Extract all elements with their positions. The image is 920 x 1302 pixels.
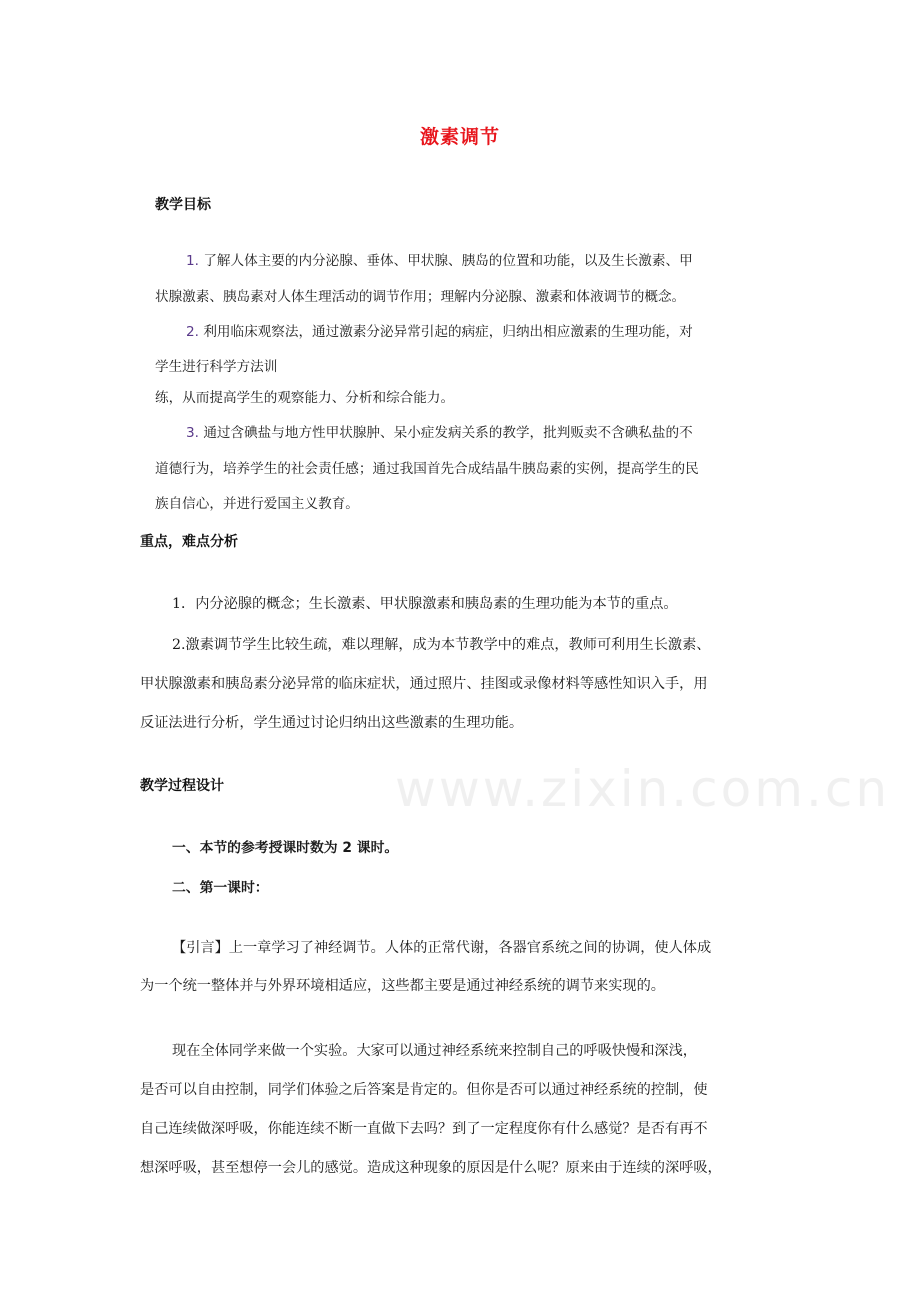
- objective-3-line-3: 族自信心，并进行爱国主义教育。: [155, 496, 359, 512]
- objective-2-line-3: 练，从而提高学生的观察能力、分析和综合能力。: [155, 390, 455, 406]
- experiment-line-2: 是否可以自由控制，同学们体验之后答案是肯定的。但你是否可以通过神经系统的控制，使: [140, 1082, 708, 1098]
- intro-line-1: 【引言】上一章学习了神经调节。人体的正常代谢，各器官系统之间的协调，使人体成: [172, 940, 712, 956]
- process-item-2: 二、第一课时：: [172, 880, 269, 896]
- objective-3-line-1: 3. 通过含碘盐与地方性甲状腺肿、呆小症发病关系的教学，批判贩卖不含碘私盐的不: [186, 425, 693, 441]
- objective-2-number: 2.: [186, 324, 199, 340]
- key-point-2-line-2: 甲状腺激素和胰岛素分泌异常的临床症状，通过照片、挂图或录像材料等感性知识入手，用: [140, 676, 708, 692]
- experiment-line-1: 现在全体同学来做一个实验。大家可以通过神经系统来控制自己的呼吸快慢和深浅，: [172, 1043, 697, 1059]
- experiment-line-4: 想深呼吸，甚至想停一会儿的感觉。造成这种现象的原因是什么呢？原来由于连续的深呼吸，: [140, 1160, 722, 1176]
- intro-line-2: 为一个统一整体并与外界环境相适应，这些都主要是通过神经系统的调节来实现的。: [140, 978, 665, 994]
- experiment-line-3: 自己连续做深呼吸，你能连续不断一直做下去吗？到了一定程度你有什么感觉？是否有再不: [140, 1121, 708, 1137]
- document-title: 激素调节: [419, 126, 500, 148]
- objective-1-line-1: 1. 了解人体主要的内分泌腺、垂体、甲状腺、胰岛的位置和功能，以及生长激素、甲: [186, 253, 693, 269]
- key-point-1: 1．内分泌腺的概念；生长激素、甲状腺激素和胰岛素的生理功能为本节的重点。: [172, 596, 678, 612]
- process-heading: 教学过程设计: [140, 778, 224, 794]
- objective-3-line-2: 道德行为，培养学生的社会责任感；通过我国首先合成结晶牛胰岛素的实例，提高学生的民: [155, 461, 699, 477]
- key-point-2-line-1: 2.激素调节学生比较生疏，难以理解，成为本节教学中的难点，教师可利用生长激素、: [172, 637, 711, 653]
- objective-1-line-2: 状腺激素、胰岛素对人体生理活动的调节作用；理解内分泌腺、激素和体液调节的概念。: [155, 289, 686, 305]
- process-item-1: 一、本节的参考授课时数为 2 课时。: [172, 840, 399, 856]
- objective-2-line-1: 2. 利用临床观察法，通过激素分泌异常引起的病症，归纳出相应激素的生理功能，对: [186, 324, 693, 340]
- objective-2-line-2: 学生进行科学方法训: [155, 359, 278, 375]
- objective-3-number: 3.: [186, 425, 199, 441]
- watermark: www.zixin.com.cn: [395, 760, 891, 818]
- key-point-2-line-3: 反证法进行分析，学生通过讨论归纳出这些激素的生理功能。: [140, 715, 524, 731]
- objectives-heading: 教学目标: [155, 197, 211, 213]
- key-points-heading: 重点，难点分析: [140, 534, 238, 550]
- objective-1-number: 1.: [186, 253, 199, 269]
